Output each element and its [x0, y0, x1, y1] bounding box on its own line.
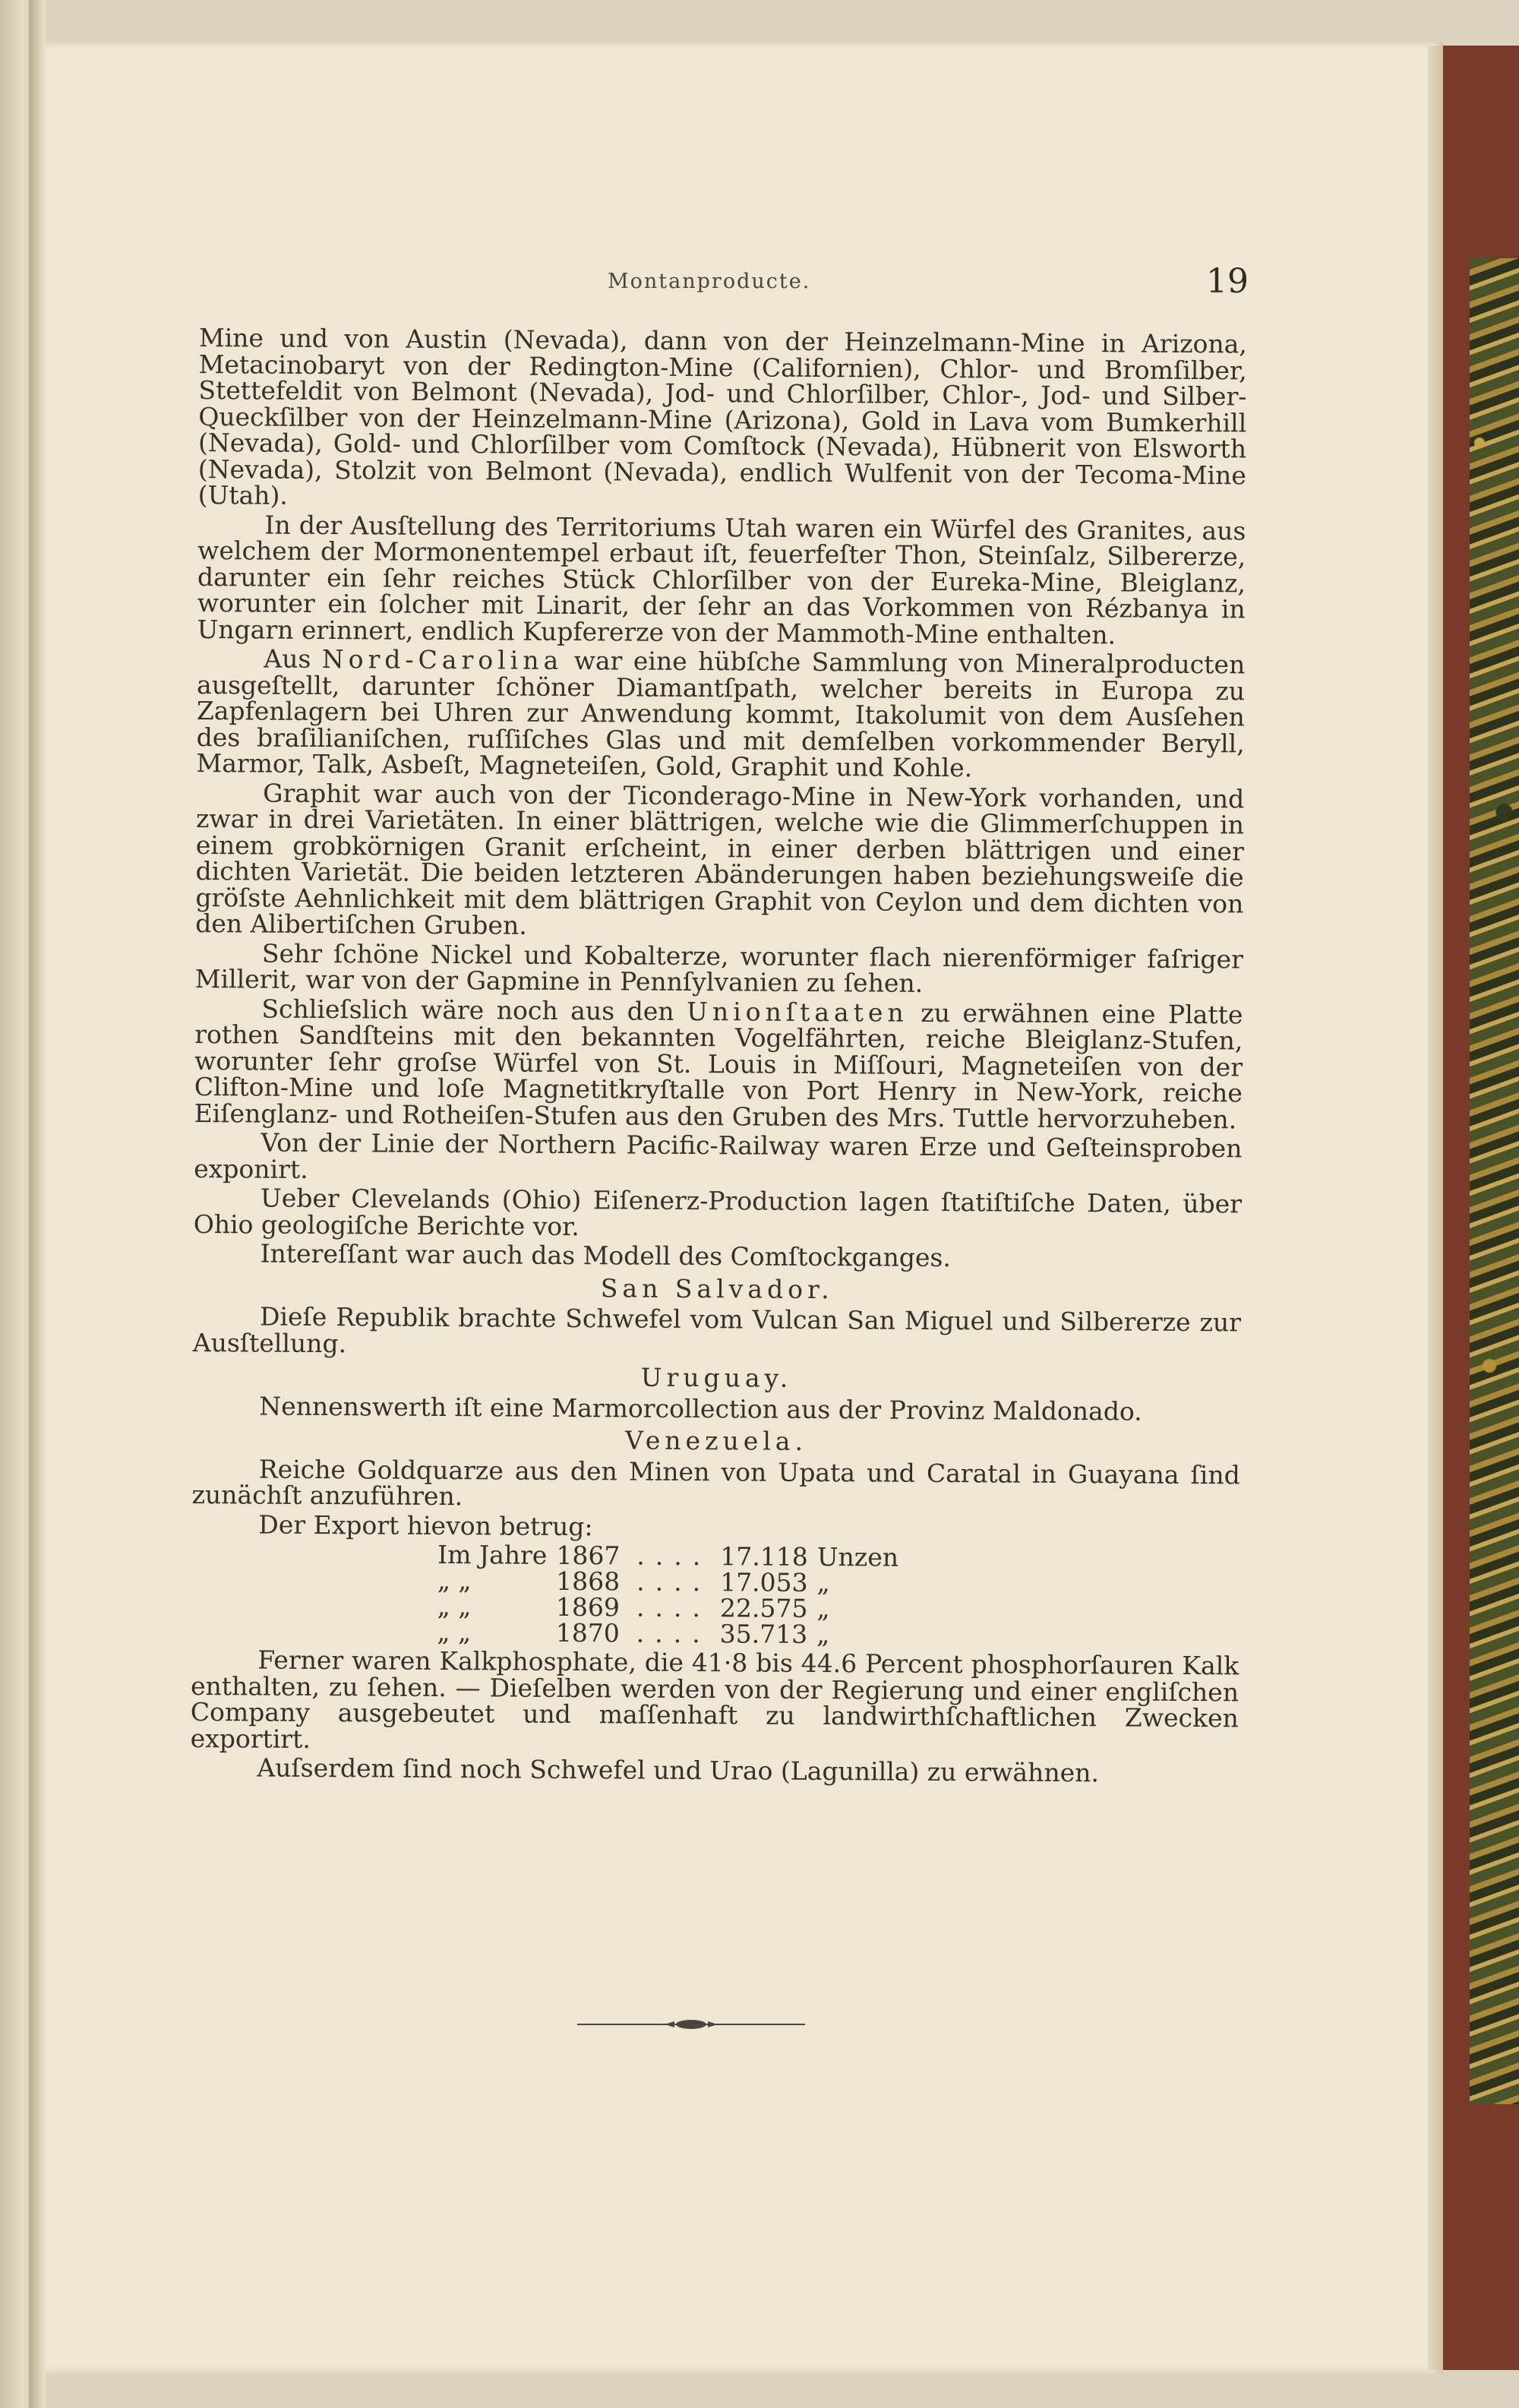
paragraph: Nennenswerth iſt eine Marmorcollection aus der Provinz Maldonado.: [259, 1391, 1142, 1427]
paragraph: Schlieſslich wäre noch aus den Unionſtaaten zu erwähnen eine Platte rothen Sandſteins mit den bekannten Vogelfährten, reiche Bleiglanz-Stufen, worunter ſehr groſse Würfel von St. Louis in Miſſouri, Magneteiſen von der Clifton-Mine und loſe Magnetitkryſtalle von Port Henry in New-York, reiche Eiſenglanz- und Rotheiſen-Stufen aus den Gruben des Mrs. Tuttle hervorzuheben.: [194, 994, 1243, 1134]
page-header: [0, 262, 1519, 301]
paragraph: Ferner waren Kalkphosphate, die 41·8 bis 44.6 Percent phosphorſauren Kalk enthalten, zu ſehen. — Dieſelben werden von der Regierung und einer engliſchen Company ausgebeutet und maſſenhaft zu landwirthſchaftlichen Zwecken exportirt.: [190, 1645, 1240, 1754]
paragraph: Von der Linie der Northern Pacific-Railway waren Erze und Geſteinsproben exponirt.: [194, 1127, 1243, 1184]
paragraph: Auſserdem ſind noch Schwefel und Urao (Lagunilla) zu erwähnen.: [257, 1752, 1100, 1788]
paragraph: Intereſſant war auch das Modell des Comſtockganges.: [260, 1238, 952, 1273]
section-title: Uruguay.: [640, 1362, 793, 1393]
paragraph: Sehr ſchöne Nickel und Kobalterze, worunter flach nierenförmiger faſriger Millerit, war von der Gapmine in Pennſylvanien zu ſehen.: [194, 938, 1244, 998]
section-title: Venezuela.: [624, 1425, 808, 1456]
paragraph: Dieſe Republik brachte Schwefel vom Vulcan San Miguel und Silbererze zur Ausſtellung.: [192, 1301, 1242, 1358]
spaced-term: Nord-Carolina: [321, 643, 564, 675]
paragraph: Graphit war auch von der Ticonderago-Mine in New-York vorhanden, und zwar in drei Varietäten. In einer blättrigen, welche wie die Glimmerſchuppen in einem grobkörnigen Granit erſcheint, in einer derben blättrigen und einer dichten Varietät. Die beiden letzteren Abänderungen haben beziehungsweiſe die gröſste Aehnlichkeit mit dem blättrigen Graphit von Ceylon und dem dichten von den Alibertiſchen Gruben.: [195, 778, 1245, 940]
paragraph: Mine und von Austin (Nevada), dann von der Heinzelmann-Mine in Arizona, Metacinobaryt von der Redington-Mine (Californien), Chlor- und Bromſilber, Stettefeldit von Belmont (Nevada), Jod- und Chlorſilber, Chlor-, Jod- und Silber-Queckſilber von der Heinzelmann-Mine (Arizona), Gold in Lava vom Bumkerhill (Nevada), Gold- und Chlorſilber vom Comſtock (Nevada), Hübnerit von Elsworth (Nevada), Stolzit von Belmont (Nevada), endlich Wulfenit von der Tecoma-Mine (Utah).: [197, 323, 1247, 510]
table-row: „ „ 1870 .... 35.713 „: [437, 1616, 830, 1650]
page-block-edge: [1428, 46, 1443, 2370]
running-title: Montanproducte.: [608, 270, 811, 293]
table-row: „ „ 1868 .... 17.053 „: [437, 1565, 830, 1598]
page-number: 19: [1206, 262, 1249, 301]
page-body: [190, 325, 1247, 1790]
table-row: Im Jahre 1867 .... 17.118 Unzen: [437, 1539, 899, 1572]
book-gutter: [29, 0, 46, 2408]
paragraph: Der Export hievon betrug:: [258, 1509, 593, 1541]
marbled-edge: [1470, 258, 1519, 2104]
paragraph: Aus Nord-Carolina war eine hübſche Sammlung von Mineralproducten ausgeſtellt, darunter ſchöner Diamantſpath, welcher bereits in Europa zu Zapfenlagern bei Uhren zur Anwendung kommt, Itakolumit von dem Ausſehen des braſilianiſchen, ruſſiſches Glas und mit demſelben vorkommender Beryll, Marmor, Talk, Asbeſt, Magneteiſen, Gold, Graphit und Kohle.: [196, 643, 1246, 783]
paragraph: In der Ausſtellung des Territoriums Utah waren ein Würfel des Granites, aus welchem der Mormonentempel erbaut iſt, feuerfeſter Thon, Steinſalz, Silbererze, darunter ein ſehr reiches Stück Chlorſilber von der Eureka-Mine, Bleiglanz, worunter ein ſolcher mit Linarit, der ſehr an das Vorkommen von Rézbanya in Ungarn erinnert, endlich Kupfererze von der Mammoth-Mine enthalten.: [197, 510, 1246, 649]
paragraph: Ueber Clevelands (Ohio) Eiſenerz-Production lagen ſtatiſtiſche Daten, über Ohio geologiſche Berichte vor.: [193, 1183, 1243, 1241]
export-table: [432, 1539, 903, 1650]
section-title: San Salvador.: [600, 1272, 834, 1304]
spaced-term: Unionſtaaten: [687, 996, 908, 1028]
paragraph: Reiche Goldquarze aus den Minen von Upata und Caratal in Guayana ſind zunächſt anzuführen.: [191, 1454, 1240, 1512]
table-row: „ „ 1869 .... 22.575 „: [437, 1591, 830, 1624]
ornament-divider: [577, 2017, 805, 2032]
